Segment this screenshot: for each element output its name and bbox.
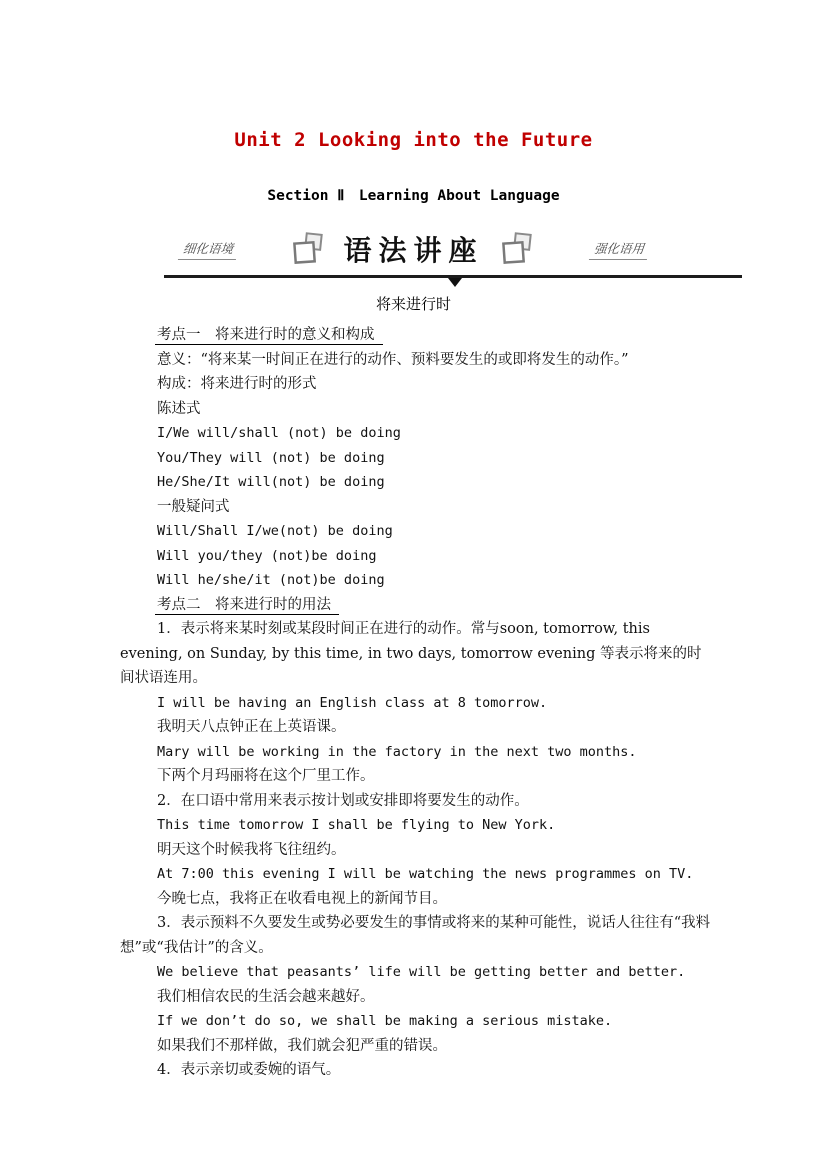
english-example-line: At 7:00 this evening I will be watching the news programmes on TV. — [157, 866, 694, 882]
unit-title: Unit 2 Looking into the Future — [234, 129, 593, 151]
english-example-line: We believe that peasants’ life will be getting better and better. — [157, 964, 686, 980]
key-point-heading — [120, 323, 711, 348]
chinese-text-line: 构成：将来进行时的形式 — [157, 376, 317, 392]
english-example-line: Mary will be working in the factory in the next two months. — [157, 743, 637, 760]
chinese-text-line: 4．表示亲切或委婉的语气。 — [157, 1062, 341, 1078]
banner-left-label: 细化语境 — [178, 239, 238, 260]
chinese-text-line: 如果我们不那样做，我们就会犯严重的错误。 — [157, 1037, 447, 1054]
english-example-line: Will he/she/it (not)be doing — [157, 572, 385, 588]
chinese-text-line: 陈述式 — [157, 400, 201, 417]
english-example-line: I will be having an English class at 8 tomorrow. — [157, 694, 548, 711]
section-title: Section Ⅱ Learning About Language — [267, 188, 560, 204]
banner-right-label: 强化语用 — [588, 239, 648, 260]
key-point-heading-text: 考点一 将来进行时的意义和构成 — [155, 327, 383, 345]
chinese-text-line: 3．表示预料不久要发生或势必要发生的事情或将来的某种可能性，说话人往往有“我料想”或“我估计”的含义。 — [120, 915, 711, 956]
english-example-line: He/She/It will(not) be doing — [157, 474, 385, 490]
chinese-text-line: 1．表示将来某时刻或某段时间正在进行的动作。常与soon, tomorrow, this evening, on Sunday, by this time, in two days, tomorrow evening 等表示将来的时间状语连用。 — [120, 621, 702, 686]
english-example-line: Will you/they (not)be doing — [157, 547, 377, 564]
english-example-line: If we don’t do so, we shall be making a serious mistake. — [157, 1013, 613, 1029]
english-example-line: You/They will (not) be doing — [157, 449, 385, 466]
divider — [164, 275, 742, 287]
chinese-text-line: 一般疑问式 — [157, 498, 230, 515]
english-example-line: I/We will/shall (not) be doing — [157, 425, 401, 441]
puzzle-icon-right — [500, 230, 536, 268]
chinese-text-line: 2．在口语中常用来表示按计划或安排即将要发生的动作。 — [157, 792, 529, 809]
key-point-heading — [120, 593, 711, 618]
chinese-text-line: 明天这个时候我将飞往纽约。 — [157, 841, 346, 858]
english-example-line: This time tomorrow I shall be flying to New York. — [157, 817, 556, 833]
grammar-banner — [0, 225, 827, 273]
content — [120, 323, 711, 1083]
chinese-text-line: 下两个月玛丽将在这个厂里工作。 — [157, 768, 375, 784]
english-example-line: Will/Shall I/we(not) be doing — [157, 523, 393, 539]
banner-title: 语法讲座 — [343, 234, 484, 267]
topic-title: 将来进行时 — [375, 295, 451, 313]
key-point-heading-text: 考点二 将来进行时的用法 — [155, 597, 339, 615]
chinese-text-line: 我们相信农民的生活会越来越好。 — [157, 988, 375, 1005]
chinese-text-line: 今晚七点，我将正在收看电视上的新闻节目。 — [157, 890, 447, 907]
triangle-marker-icon — [448, 278, 462, 287]
chinese-text-line: 意义：“将来某一时间正在进行的动作、预料要发生的或即将发生的动作。” — [157, 351, 629, 368]
chinese-text-line: 我明天八点钟正在上英语课。 — [157, 719, 346, 735]
puzzle-icon-left — [291, 230, 327, 268]
